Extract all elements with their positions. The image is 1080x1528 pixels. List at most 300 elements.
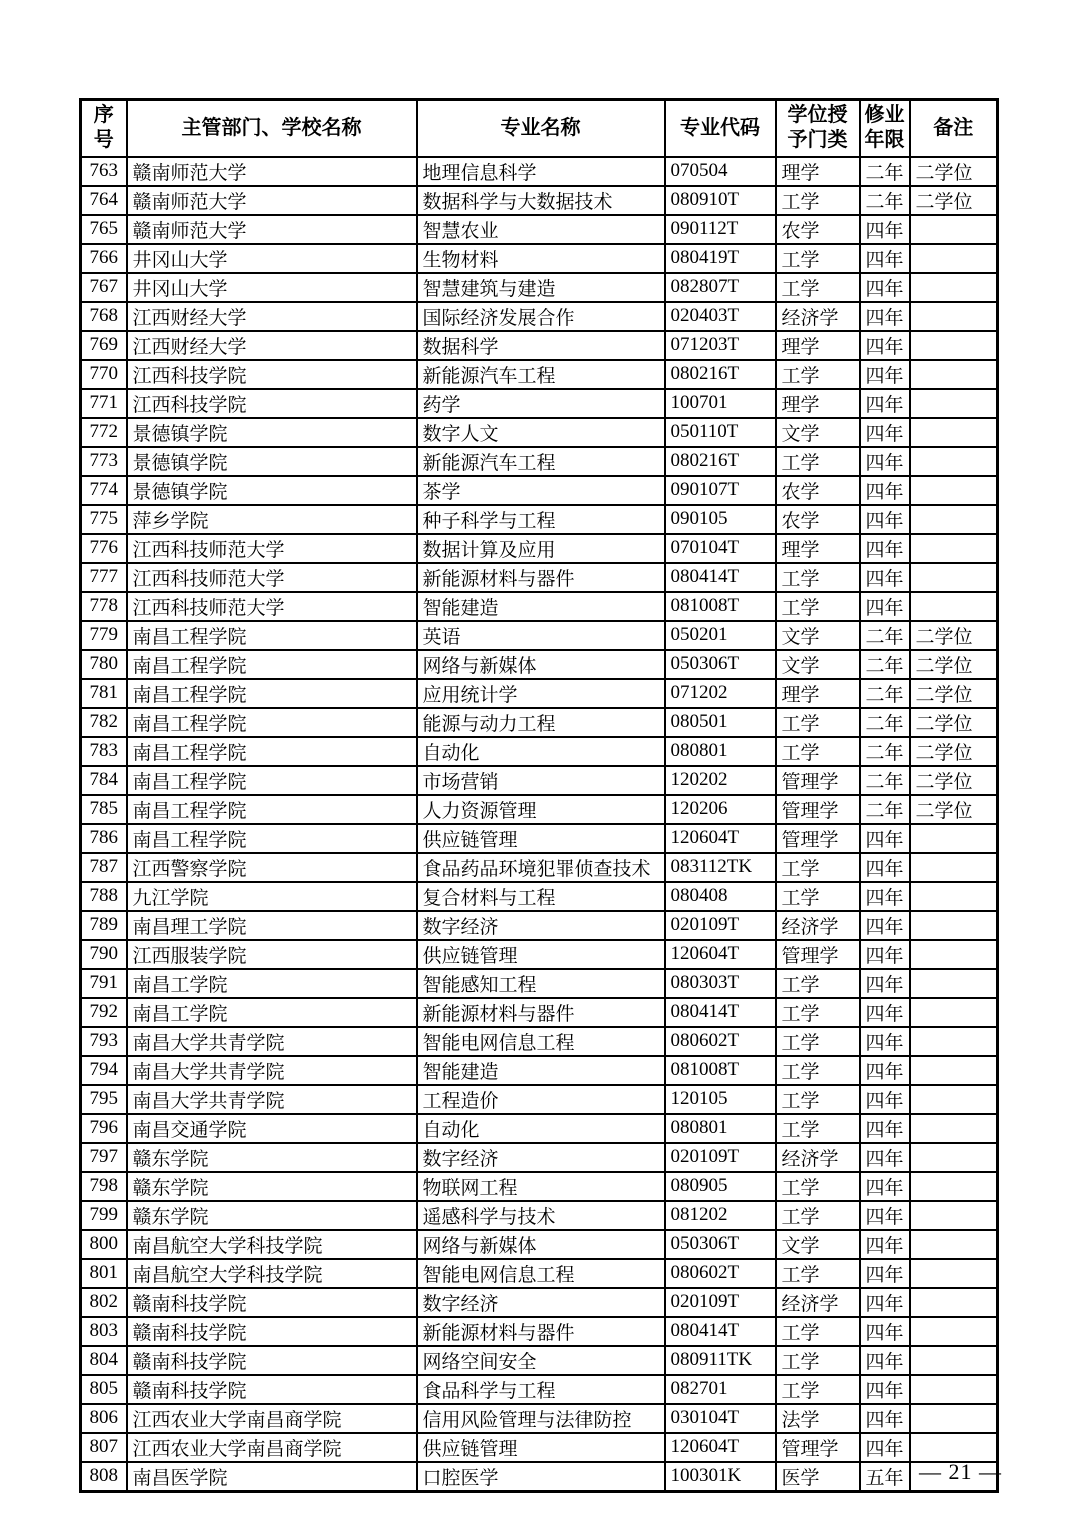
cell-major: 供应链管理 [417, 1433, 665, 1462]
table-row [81, 563, 998, 592]
table-row [81, 418, 998, 447]
cell-degree: 工学 [776, 186, 860, 215]
cell-major: 物联网工程 [417, 1172, 665, 1201]
cell-major: 市场营销 [417, 766, 665, 795]
cell-code: 120604T [665, 940, 776, 969]
cell-major: 供应链管理 [417, 940, 665, 969]
cell-note [910, 1288, 998, 1317]
table-row [81, 505, 998, 534]
cell-degree: 管理学 [776, 795, 860, 824]
cell-duration: 二年 [860, 795, 910, 824]
column-header-code: 专业代码 [665, 100, 776, 157]
cell-code: 080501 [665, 708, 776, 737]
cell-serial: 791 [81, 969, 127, 998]
cell-code: 080414T [665, 998, 776, 1027]
table-row [81, 766, 998, 795]
cell-serial: 778 [81, 592, 127, 621]
cell-duration: 二年 [860, 186, 910, 215]
cell-code: 120604T [665, 1433, 776, 1462]
cell-code: 070504 [665, 157, 776, 186]
cell-degree: 工学 [776, 360, 860, 389]
cell-school: 南昌工学院 [127, 969, 417, 998]
cell-degree: 工学 [776, 737, 860, 766]
cell-note: 二学位 [910, 708, 998, 737]
cell-note [910, 1056, 998, 1085]
cell-duration: 四年 [860, 824, 910, 853]
cell-major: 智能建造 [417, 1056, 665, 1085]
cell-code: 080408 [665, 882, 776, 911]
cell-duration: 二年 [860, 650, 910, 679]
cell-note [910, 1230, 998, 1259]
cell-major: 应用统计学 [417, 679, 665, 708]
cell-serial: 777 [81, 563, 127, 592]
cell-duration: 二年 [860, 157, 910, 186]
cell-duration: 四年 [860, 911, 910, 940]
cell-serial: 792 [81, 998, 127, 1027]
cell-school: 江西农业大学南昌商学院 [127, 1433, 417, 1462]
cell-school: 九江学院 [127, 882, 417, 911]
cell-major: 种子科学与工程 [417, 505, 665, 534]
cell-major: 茶学 [417, 476, 665, 505]
cell-serial: 764 [81, 186, 127, 215]
cell-duration: 二年 [860, 679, 910, 708]
cell-code: 080801 [665, 1114, 776, 1143]
cell-note [910, 563, 998, 592]
cell-note [910, 389, 998, 418]
cell-major: 自动化 [417, 737, 665, 766]
table-row [81, 360, 998, 389]
cell-school: 景德镇学院 [127, 447, 417, 476]
cell-school: 赣南科技学院 [127, 1375, 417, 1404]
cell-major: 供应链管理 [417, 824, 665, 853]
table-row [81, 273, 998, 302]
cell-serial: 795 [81, 1085, 127, 1114]
cell-serial: 776 [81, 534, 127, 563]
cell-note [910, 447, 998, 476]
cell-serial: 787 [81, 853, 127, 882]
cell-serial: 806 [81, 1404, 127, 1433]
cell-school: 江西农业大学南昌商学院 [127, 1404, 417, 1433]
cell-school: 井冈山大学 [127, 244, 417, 273]
table-body [81, 157, 998, 1492]
cell-serial: 781 [81, 679, 127, 708]
cell-major: 人力资源管理 [417, 795, 665, 824]
cell-degree: 工学 [776, 969, 860, 998]
cell-note [910, 331, 998, 360]
cell-serial: 765 [81, 215, 127, 244]
column-header-duration: 修业年限 [860, 100, 910, 157]
cell-note [910, 273, 998, 302]
cell-serial: 782 [81, 708, 127, 737]
table-row [81, 215, 998, 244]
cell-school: 南昌工程学院 [127, 679, 417, 708]
cell-degree: 理学 [776, 679, 860, 708]
table-row [81, 621, 998, 650]
cell-code: 090107T [665, 476, 776, 505]
cell-school: 南昌大学共青学院 [127, 1027, 417, 1056]
cell-school: 赣东学院 [127, 1143, 417, 1172]
cell-serial: 786 [81, 824, 127, 853]
table-row [81, 186, 998, 215]
cell-duration: 四年 [860, 853, 910, 882]
cell-major: 工程造价 [417, 1085, 665, 1114]
cell-serial: 797 [81, 1143, 127, 1172]
cell-code: 120202 [665, 766, 776, 795]
cell-code: 080414T [665, 563, 776, 592]
cell-note [910, 1346, 998, 1375]
cell-code: 030104T [665, 1404, 776, 1433]
cell-note [910, 302, 998, 331]
cell-serial: 803 [81, 1317, 127, 1346]
cell-degree: 理学 [776, 534, 860, 563]
cell-major: 遥感科学与技术 [417, 1201, 665, 1230]
cell-duration: 四年 [860, 534, 910, 563]
cell-note: 二学位 [910, 679, 998, 708]
cell-major: 智慧建筑与建造 [417, 273, 665, 302]
cell-note [910, 940, 998, 969]
cell-degree: 经济学 [776, 1143, 860, 1172]
cell-degree: 管理学 [776, 1433, 860, 1462]
cell-note: 二学位 [910, 737, 998, 766]
cell-degree: 医学 [776, 1462, 860, 1492]
table-row [81, 969, 998, 998]
cell-degree: 工学 [776, 1027, 860, 1056]
cell-major: 数字经济 [417, 1288, 665, 1317]
cell-major: 数据科学与大数据技术 [417, 186, 665, 215]
cell-major: 药学 [417, 389, 665, 418]
table-row [81, 302, 998, 331]
cell-major: 能源与动力工程 [417, 708, 665, 737]
column-header-note: 备注 [910, 100, 998, 157]
cell-degree: 工学 [776, 1375, 860, 1404]
cell-degree: 工学 [776, 1114, 860, 1143]
table-row [81, 157, 998, 186]
cell-school: 江西科技学院 [127, 360, 417, 389]
cell-code: 100301K [665, 1462, 776, 1492]
cell-major: 英语 [417, 621, 665, 650]
cell-duration: 四年 [860, 1027, 910, 1056]
cell-serial: 766 [81, 244, 127, 273]
cell-major: 食品科学与工程 [417, 1375, 665, 1404]
table-row [81, 447, 998, 476]
cell-degree: 工学 [776, 563, 860, 592]
cell-code: 081008T [665, 1056, 776, 1085]
cell-major: 新能源汽车工程 [417, 447, 665, 476]
table-row [81, 1201, 998, 1230]
cell-note [910, 592, 998, 621]
cell-serial: 768 [81, 302, 127, 331]
cell-degree: 工学 [776, 853, 860, 882]
cell-duration: 四年 [860, 244, 910, 273]
cell-major: 口腔医学 [417, 1462, 665, 1492]
cell-note [910, 1172, 998, 1201]
cell-school: 赣南科技学院 [127, 1317, 417, 1346]
cell-school: 南昌工程学院 [127, 766, 417, 795]
cell-school: 赣南科技学院 [127, 1346, 417, 1375]
cell-degree: 工学 [776, 1056, 860, 1085]
table-row [81, 1259, 998, 1288]
cell-duration: 四年 [860, 1375, 910, 1404]
cell-degree: 工学 [776, 1201, 860, 1230]
cell-code: 080911TK [665, 1346, 776, 1375]
cell-degree: 经济学 [776, 302, 860, 331]
cell-code: 080414T [665, 1317, 776, 1346]
cell-major: 地理信息科学 [417, 157, 665, 186]
cell-serial: 779 [81, 621, 127, 650]
cell-degree: 管理学 [776, 824, 860, 853]
cell-school: 井冈山大学 [127, 273, 417, 302]
cell-school: 赣东学院 [127, 1172, 417, 1201]
table-row [81, 1230, 998, 1259]
cell-code: 080602T [665, 1027, 776, 1056]
cell-serial: 780 [81, 650, 127, 679]
cell-note: 二学位 [910, 157, 998, 186]
cell-note [910, 911, 998, 940]
cell-duration: 四年 [860, 1288, 910, 1317]
cell-serial: 789 [81, 911, 127, 940]
cell-major: 网络与新媒体 [417, 1230, 665, 1259]
cell-note [910, 969, 998, 998]
table-row [81, 1172, 998, 1201]
cell-code: 020109T [665, 1288, 776, 1317]
cell-code: 082807T [665, 273, 776, 302]
table-row [81, 940, 998, 969]
cell-note [910, 1085, 998, 1114]
cell-major: 智慧农业 [417, 215, 665, 244]
cell-duration: 二年 [860, 737, 910, 766]
cell-code: 080216T [665, 447, 776, 476]
cell-note: 二学位 [910, 650, 998, 679]
table-row [81, 679, 998, 708]
cell-duration: 四年 [860, 1259, 910, 1288]
table-row [81, 795, 998, 824]
majors-table [79, 98, 999, 1493]
cell-degree: 工学 [776, 882, 860, 911]
cell-major: 网络空间安全 [417, 1346, 665, 1375]
cell-code: 081008T [665, 592, 776, 621]
column-header-school: 主管部门、学校名称 [127, 100, 417, 157]
cell-note [910, 1375, 998, 1404]
cell-degree: 工学 [776, 273, 860, 302]
cell-serial: 775 [81, 505, 127, 534]
cell-school: 江西科技学院 [127, 389, 417, 418]
cell-serial: 799 [81, 1201, 127, 1230]
cell-code: 080905 [665, 1172, 776, 1201]
cell-note [910, 1259, 998, 1288]
table-row [81, 853, 998, 882]
cell-degree: 管理学 [776, 940, 860, 969]
table-row [81, 534, 998, 563]
cell-serial: 783 [81, 737, 127, 766]
cell-duration: 四年 [860, 418, 910, 447]
cell-code: 050306T [665, 650, 776, 679]
cell-serial: 770 [81, 360, 127, 389]
table-row [81, 882, 998, 911]
table-row [81, 1433, 998, 1462]
table-row [81, 708, 998, 737]
cell-duration: 五年 [860, 1462, 910, 1492]
table-row [81, 1143, 998, 1172]
cell-duration: 四年 [860, 998, 910, 1027]
table-row [81, 592, 998, 621]
cell-code: 100701 [665, 389, 776, 418]
cell-school: 赣南师范大学 [127, 157, 417, 186]
cell-major: 国际经济发展合作 [417, 302, 665, 331]
cell-note [910, 1433, 998, 1462]
cell-school: 南昌交通学院 [127, 1114, 417, 1143]
table-row [81, 824, 998, 853]
table-row [81, 1462, 998, 1492]
cell-serial: 798 [81, 1172, 127, 1201]
cell-school: 江西财经大学 [127, 331, 417, 360]
cell-duration: 四年 [860, 1056, 910, 1085]
cell-note [910, 215, 998, 244]
table-row [81, 650, 998, 679]
cell-major: 网络与新媒体 [417, 650, 665, 679]
cell-serial: 801 [81, 1259, 127, 1288]
cell-duration: 四年 [860, 215, 910, 244]
cell-serial: 804 [81, 1346, 127, 1375]
cell-school: 赣南科技学院 [127, 1288, 417, 1317]
cell-duration: 四年 [860, 1404, 910, 1433]
cell-duration: 四年 [860, 476, 910, 505]
cell-code: 120604T [665, 824, 776, 853]
cell-code: 050110T [665, 418, 776, 447]
cell-serial: 773 [81, 447, 127, 476]
cell-duration: 四年 [860, 563, 910, 592]
table-row [81, 1317, 998, 1346]
table-row [81, 1404, 998, 1433]
cell-degree: 工学 [776, 1085, 860, 1114]
cell-degree: 工学 [776, 592, 860, 621]
cell-duration: 四年 [860, 447, 910, 476]
cell-code: 090112T [665, 215, 776, 244]
cell-major: 信用风险管理与法律防控 [417, 1404, 665, 1433]
cell-school: 赣南师范大学 [127, 186, 417, 215]
cell-major: 数字经济 [417, 1143, 665, 1172]
cell-code: 080419T [665, 244, 776, 273]
table-row [81, 1085, 998, 1114]
cell-serial: 767 [81, 273, 127, 302]
cell-major: 数据计算及应用 [417, 534, 665, 563]
column-header-serial: 序号 [81, 100, 127, 157]
cell-school: 赣东学院 [127, 1201, 417, 1230]
cell-duration: 二年 [860, 766, 910, 795]
cell-code: 070104T [665, 534, 776, 563]
cell-note [910, 824, 998, 853]
cell-school: 南昌工程学院 [127, 621, 417, 650]
cell-code: 050201 [665, 621, 776, 650]
table-row [81, 244, 998, 273]
cell-degree: 工学 [776, 1259, 860, 1288]
cell-duration: 四年 [860, 273, 910, 302]
cell-degree: 文学 [776, 1230, 860, 1259]
cell-duration: 二年 [860, 708, 910, 737]
cell-note [910, 853, 998, 882]
cell-major: 复合材料与工程 [417, 882, 665, 911]
cell-duration: 四年 [860, 505, 910, 534]
cell-note: 二学位 [910, 621, 998, 650]
cell-note [910, 360, 998, 389]
cell-duration: 四年 [860, 360, 910, 389]
cell-degree: 法学 [776, 1404, 860, 1433]
cell-code: 020403T [665, 302, 776, 331]
cell-school: 南昌工程学院 [127, 650, 417, 679]
column-header-major: 专业名称 [417, 100, 665, 157]
cell-duration: 四年 [860, 1433, 910, 1462]
cell-duration: 四年 [860, 1346, 910, 1375]
cell-school: 南昌理工学院 [127, 911, 417, 940]
column-header-degree: 学位授予门类 [776, 100, 860, 157]
page-number: — 21 — [919, 1459, 1002, 1484]
cell-major: 自动化 [417, 1114, 665, 1143]
cell-degree: 工学 [776, 708, 860, 737]
cell-major: 智能感知工程 [417, 969, 665, 998]
cell-code: 082701 [665, 1375, 776, 1404]
cell-serial: 788 [81, 882, 127, 911]
cell-note [910, 998, 998, 1027]
cell-degree: 工学 [776, 1172, 860, 1201]
cell-school: 江西财经大学 [127, 302, 417, 331]
cell-school: 江西科技师范大学 [127, 563, 417, 592]
cell-school: 江西科技师范大学 [127, 534, 417, 563]
cell-serial: 771 [81, 389, 127, 418]
cell-degree: 农学 [776, 505, 860, 534]
cell-duration: 四年 [860, 1143, 910, 1172]
cell-note [910, 476, 998, 505]
table-row [81, 476, 998, 505]
cell-degree: 文学 [776, 621, 860, 650]
cell-school: 赣南师范大学 [127, 215, 417, 244]
table-row [81, 1288, 998, 1317]
cell-major: 数据科学 [417, 331, 665, 360]
cell-code: 071202 [665, 679, 776, 708]
cell-major: 智能建造 [417, 592, 665, 621]
cell-degree: 工学 [776, 998, 860, 1027]
cell-major: 智能电网信息工程 [417, 1027, 665, 1056]
cell-serial: 785 [81, 795, 127, 824]
cell-code: 071203T [665, 331, 776, 360]
cell-major: 新能源材料与器件 [417, 998, 665, 1027]
cell-duration: 四年 [860, 1201, 910, 1230]
cell-duration: 四年 [860, 940, 910, 969]
cell-code: 080910T [665, 186, 776, 215]
cell-school: 萍乡学院 [127, 505, 417, 534]
cell-serial: 808 [81, 1462, 127, 1492]
cell-major: 新能源材料与器件 [417, 1317, 665, 1346]
cell-code: 081202 [665, 1201, 776, 1230]
cell-school: 南昌航空大学科技学院 [127, 1259, 417, 1288]
cell-serial: 784 [81, 766, 127, 795]
cell-major: 新能源材料与器件 [417, 563, 665, 592]
cell-degree: 工学 [776, 1317, 860, 1346]
cell-school: 江西科技师范大学 [127, 592, 417, 621]
cell-code: 120206 [665, 795, 776, 824]
cell-duration: 四年 [860, 1230, 910, 1259]
cell-code: 020109T [665, 911, 776, 940]
cell-duration: 四年 [860, 1172, 910, 1201]
header-row [81, 100, 998, 157]
table-row [81, 1114, 998, 1143]
cell-degree: 管理学 [776, 766, 860, 795]
cell-school: 南昌医学院 [127, 1462, 417, 1492]
cell-school: 南昌航空大学科技学院 [127, 1230, 417, 1259]
cell-code: 080602T [665, 1259, 776, 1288]
table-header [81, 100, 998, 157]
cell-duration: 四年 [860, 389, 910, 418]
cell-major: 生物材料 [417, 244, 665, 273]
table-row [81, 1346, 998, 1375]
